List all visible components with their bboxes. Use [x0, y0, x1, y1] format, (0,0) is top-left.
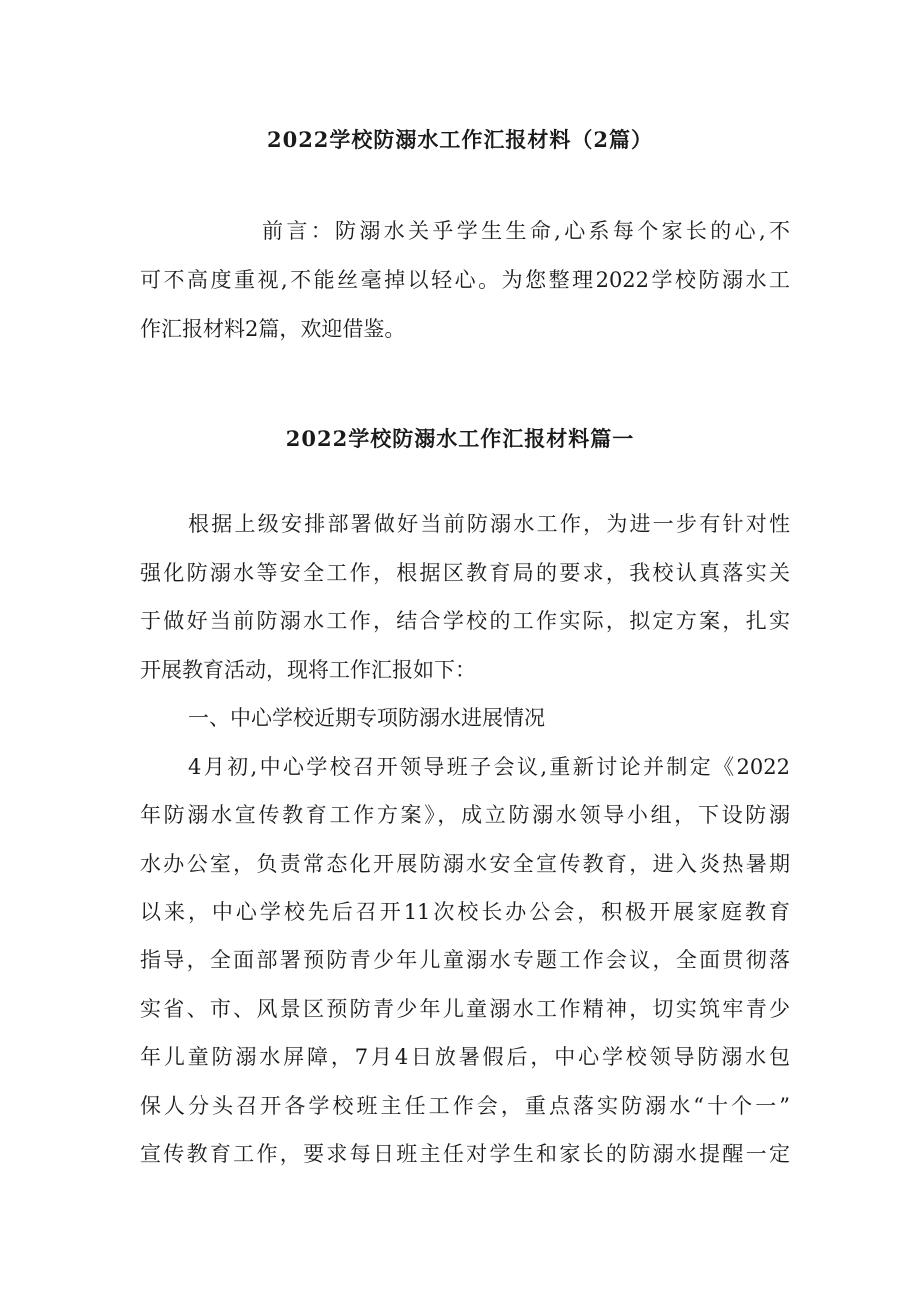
preface-line: 可不高度重视,不能丝毫掉以轻心。为您整理2022学校防溺水工: [140, 268, 790, 292]
section-title: 2022学校防溺水工作汇报材料篇一: [285, 426, 635, 451]
body-line: 水办公室，负责常态化开展防溺水安全宣传教育，进入炎热暑期: [140, 852, 790, 876]
preface-line: 作汇报材料2篇，欢迎借鉴。: [140, 317, 406, 341]
intro-line: 强化防溺水等安全工作，根据区教育局的要求，我校认真落实关: [140, 561, 790, 585]
intro-line: 开展教育活动，现将工作汇报如下：: [140, 658, 476, 682]
body-line: 指导，全面部署预防青少年儿童溺水专题工作会议，全面贯彻落: [140, 948, 790, 972]
body-line: 4月初,中心学校召开领导班子会议,重新讨论并制定《2022: [188, 755, 790, 779]
document-title: 2022学校防溺水工作汇报材料（2篇）: [266, 127, 654, 152]
body-line: 年防溺水宣传教育工作方案》，成立防溺水领导小组，下设防溺: [140, 803, 790, 827]
body-line: 年儿童防溺水屏障，7月4日放暑假后，中心学校领导防溺水包: [140, 1045, 790, 1069]
section-heading: 一、中心学校近期专项防溺水进展情况: [188, 706, 545, 730]
body-line: 实省、市、风景区预防青少年儿童溺水工作精神，切实筑牢青少: [140, 997, 790, 1021]
intro-line: 根据上级安排部署做好当前防溺水工作，为进一步有针对性: [188, 512, 790, 536]
preface-line: 前言：防溺水关乎学生生命,心系每个家长的心,不: [262, 219, 790, 243]
body-line: 以来，中心学校先后召开11次校长办公会，积极开展家庭教育: [140, 900, 790, 924]
intro-line: 于做好当前防溺水工作，结合学校的工作实际，拟定方案，扎实: [140, 609, 790, 633]
body-line: 宣传教育工作，要求每日班主任对学生和家长的防溺水提醒一定: [140, 1142, 790, 1166]
body-line: 保人分头召开各学校班主任工作会，重点落实防溺水“十个一”: [140, 1094, 790, 1118]
